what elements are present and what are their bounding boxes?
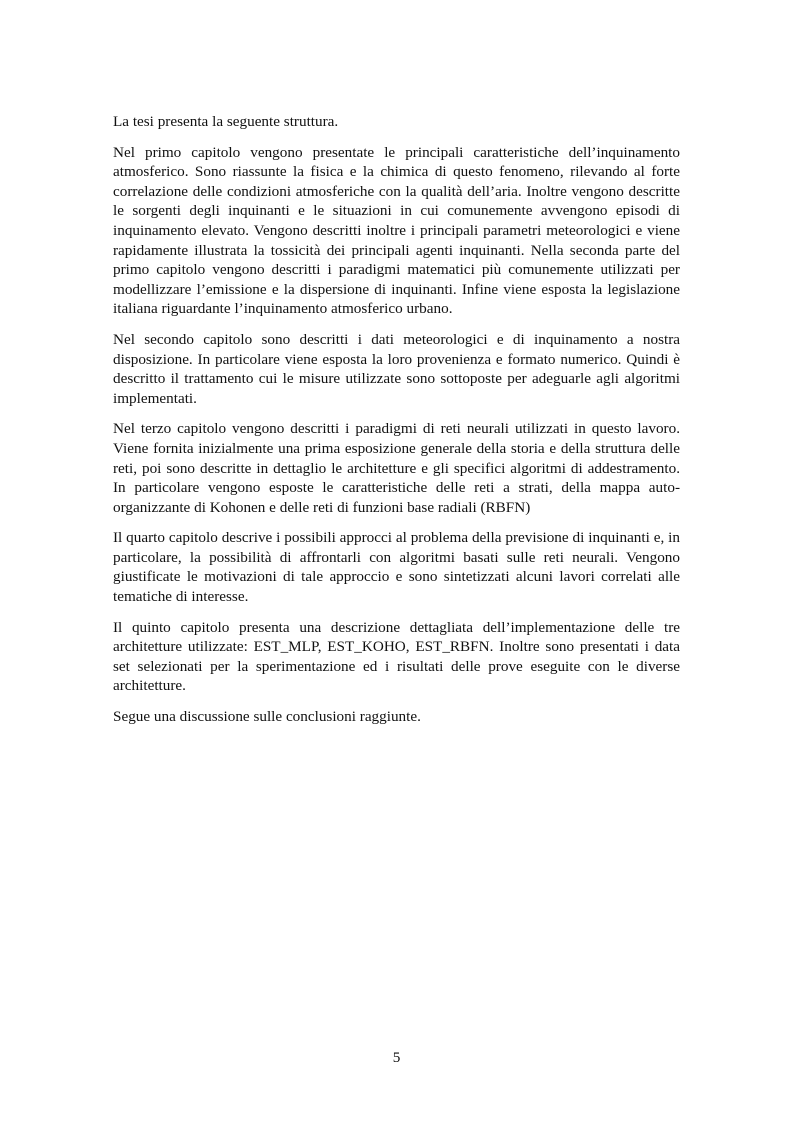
paragraph-chapter-3: Nel terzo capitolo vengono descritti i paradigmi di reti neurali utilizzati in questo lavoro. Viene fornita inizialmente una prima esposizione generale della storia e della struttura delle reti, poi sono descritte in dettaglio le architetture e gli specifici algoritmi di addestramento. In particolare vengono esposte le caratteristiche delle reti a strati, della mappa auto-organizzante di Kohonen e delle reti di funzioni base radiali (RBFN) xyxy=(113,420,680,516)
page-number: 5 xyxy=(392,1049,401,1066)
paragraph-conclusion: Segue una discussione sulle conclusioni raggiunte. xyxy=(113,708,421,726)
paragraph-chapter-2: Nel secondo capitolo sono descritti i dati meteorologici e di inquinamento a nostra disposizione. In particolare viene esposta la loro provenienza e formato numerico. Quindi è descritto il trattamento cui le misure utilizzate sono sottoposte per adeguarle agli algoritmi implementati. xyxy=(113,330,680,407)
paragraph-chapter-5: Il quinto capitolo presenta una descrizione dettagliata dell’implementazione delle tre architetture utilizzate: EST_MLP, EST_KOHO, EST_RBFN. Inoltre sono presentati i data set selezionati per la sperimentazione ed i risultati delle prove eseguite con le diverse architetture. xyxy=(113,618,680,695)
page-body xyxy=(113,112,680,738)
paragraph-chapter-1: Nel primo capitolo vengono presentate le principali caratteristiche dell’inquinamento atmosferico. Sono riassunte la fisica e la chimica di questo fenomeno, rilevando al forte correlazione delle condizioni atmosferiche con la qualità dell’aria. Inoltre vengono descritte le sorgenti degli inquinanti e le situazioni in cui comunemente avvengono episodi di inquinamento elevato. Vengono descritti inoltre i principali parametri meteorologici e viene rapidamente illustrata la tossicità dei principali agenti inquinanti. Nella seconda parte del primo capitolo vengono descritti i paradigmi matematici più comunemente utilizzati per modellizzare l’emissione e la dispersione di inquinanti. Infine viene esposta la legislazione italiana riguardante l’inquinamento atmosferico urbano. xyxy=(113,143,680,318)
paragraph-chapter-4: Il quarto capitolo descrive i possibili approcci al problema della previsione di inquinanti e, in particolare, la possibilità di affrontarli con algoritmi basati sulle reti neurali. Vengono giustificate le motivazioni di tale approccio e sono sintetizzati alcuni lavori correlati alle tematiche di interesse. xyxy=(113,529,680,606)
paragraph-intro: La tesi presenta la seguente struttura. xyxy=(113,113,339,130)
